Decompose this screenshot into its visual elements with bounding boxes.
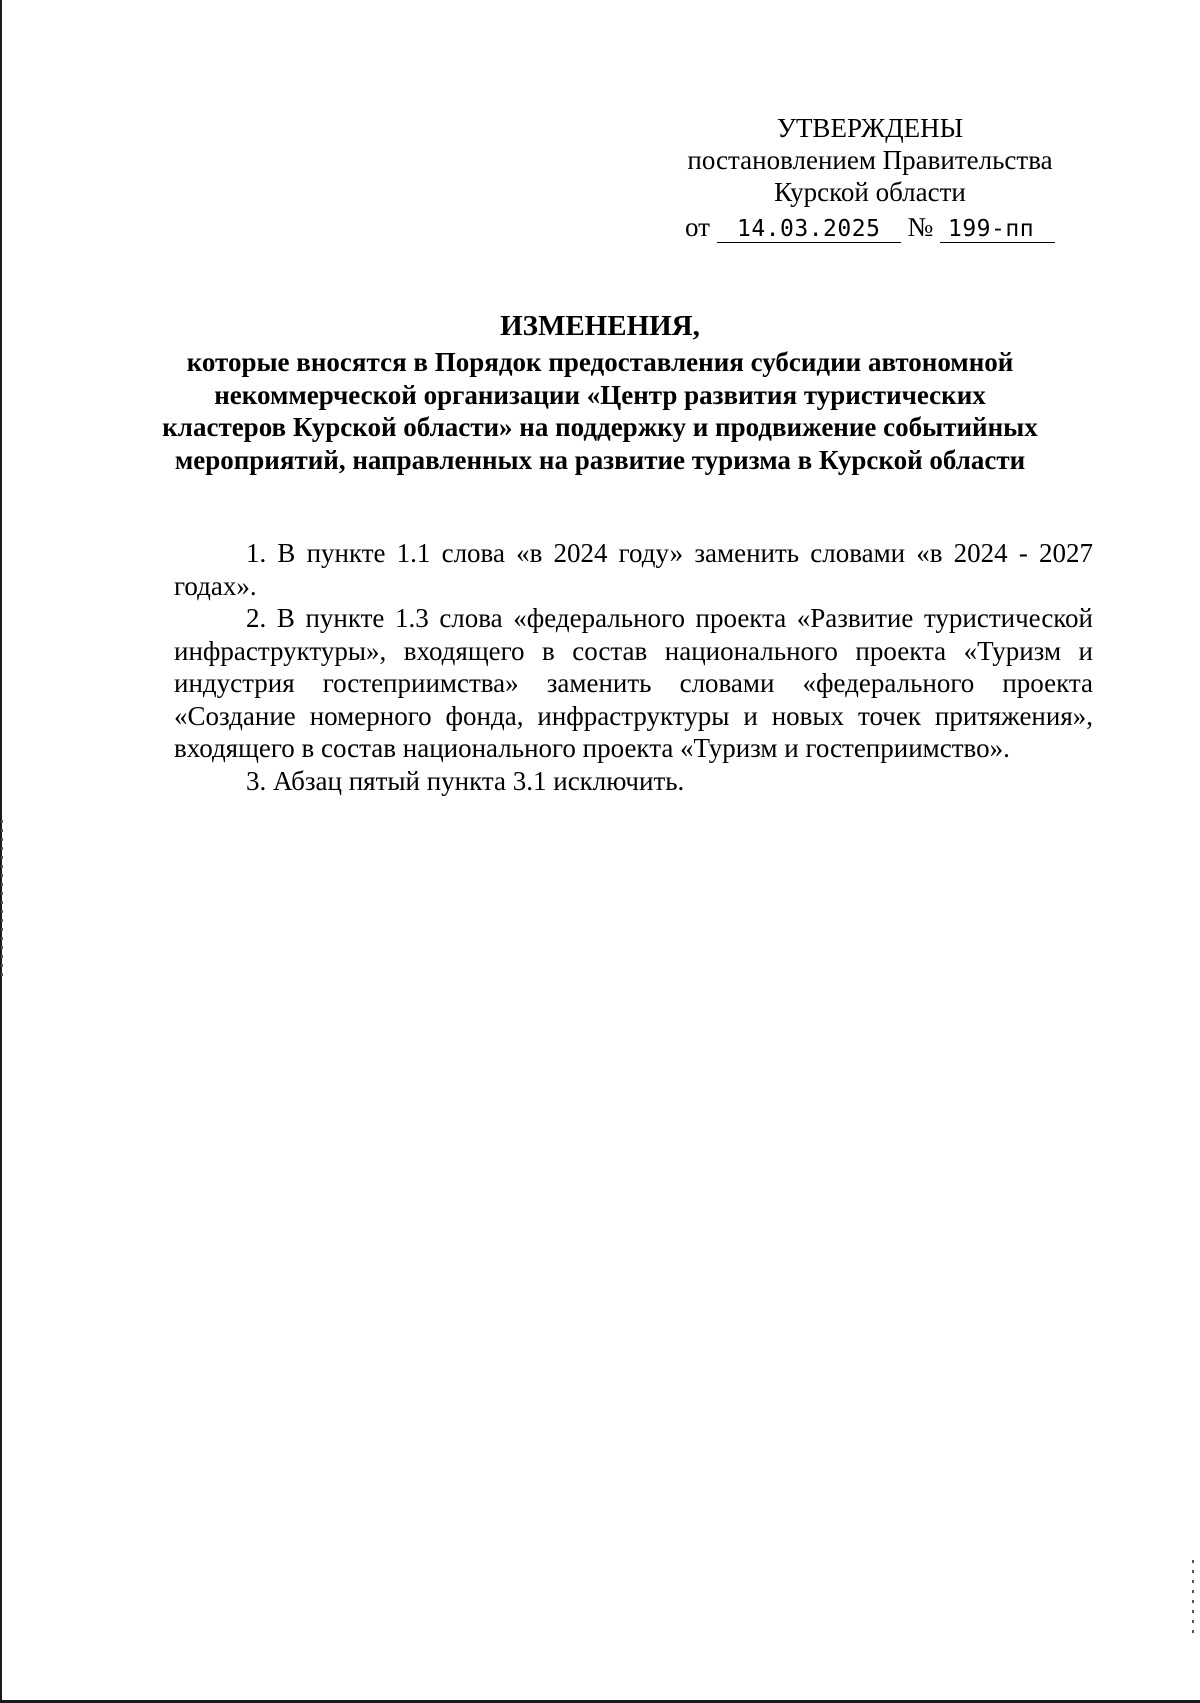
document-body [174, 537, 1093, 797]
date-prefix: от [685, 212, 710, 242]
scan-artifact-right [1192, 1560, 1194, 1640]
number-prefix: № [907, 212, 934, 242]
scan-artifact-left [1, 820, 3, 980]
approval-title: УТВЕРЖДЕНЫ [776, 113, 964, 143]
approval-stamp-block [660, 112, 1080, 243]
approval-region: Курской области [774, 177, 966, 207]
document-heading [150, 308, 1050, 476]
document-subtitle: которые вносятся в Порядок предоставления субсидии автономной некоммерческой организации «Центр развития туристических кластеров Курской области» на поддержку и продвижение событийных мероприятий, направленных на развитие туризма в Курской области [162, 347, 1038, 475]
decree-date: 14.03.2025 [717, 216, 901, 243]
document-title: ИЗМЕНЕНИЯ, [500, 310, 700, 342]
decree-number: 199-пп [940, 216, 1055, 243]
approval-decree: постановлением Правительства [687, 145, 1053, 175]
approval-reference [660, 211, 1080, 243]
amendment-item-3: 3. Абзац пятый пункта 3.1 исключить. [246, 765, 685, 796]
amendment-item-2: 2. В пункте 1.3 слова «федерального проекта «Развитие туристической инфраструктуры», входящего в состав национального проекта «Туризм и индустрия гостеприимства» заменить словами «федерального проекта «Создание номерного фонда, инфраструктуры и новых точек притяжения», входящего в состав национального проекта «Туризм и гостеприимство». [174, 603, 1093, 763]
amendment-item-1: 1. В пункте 1.1 слова «в 2024 году» заменить словами «в 2024 - 2027 годах». [174, 538, 1093, 601]
